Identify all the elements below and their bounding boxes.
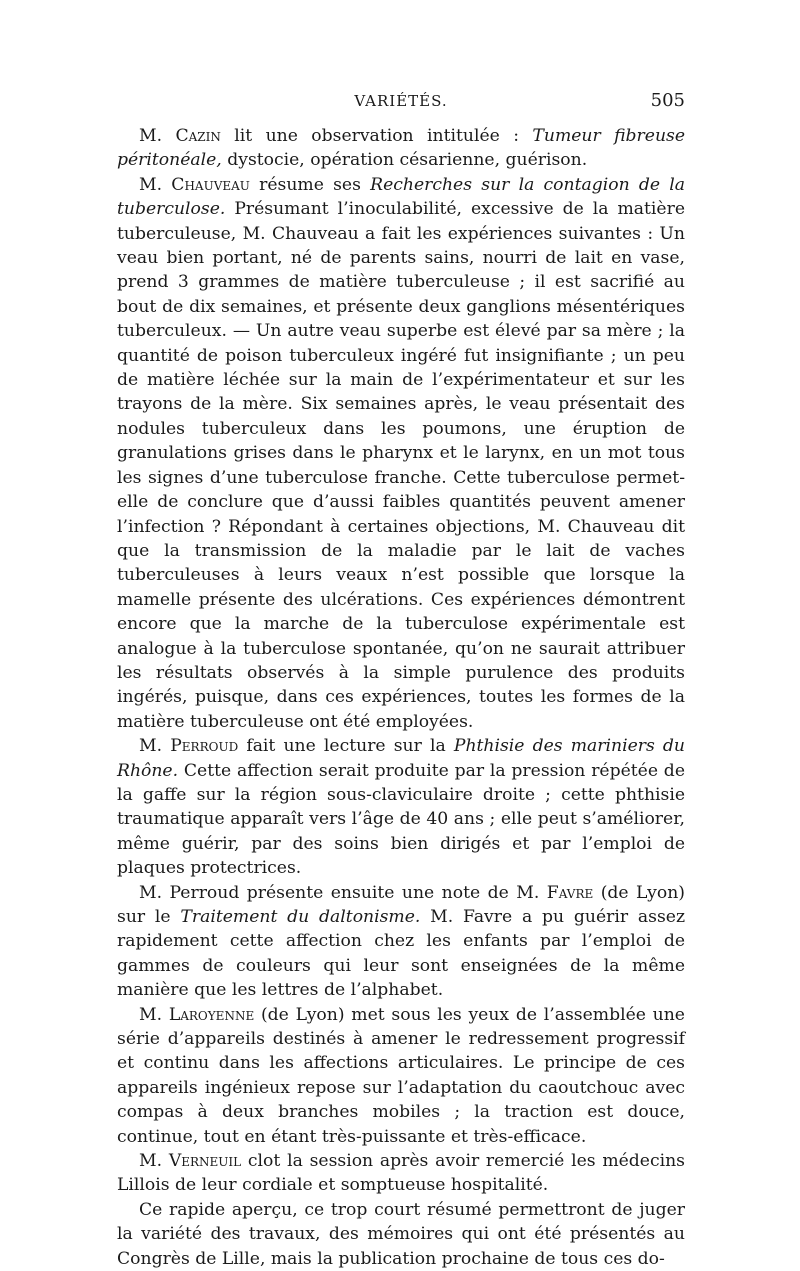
speaker-name: Cazin (175, 126, 221, 146)
paragraph-text: clot la session après avoir remercié les médecins Lillois de leur cordiale et somptueuse hospitalité. (117, 1151, 685, 1196)
paragraph-conclusion (117, 1198, 685, 1271)
speaker-name: Laroyenne (168, 1004, 255, 1025)
running-head: VARIÉTÉS. (354, 92, 448, 110)
speaker-name: Chauveau (171, 174, 250, 195)
paper-title: Recherches sur la contagion de la tuberculose. (117, 174, 686, 220)
paragraph-intro: M. (139, 174, 163, 195)
paragraph-text: résume ses (249, 174, 371, 195)
paragraph-intro: M. (139, 126, 163, 146)
paragraph-perroud (117, 734, 685, 880)
speaker-name: Perroud (170, 736, 239, 757)
paragraph-intro: M. (139, 1151, 163, 1172)
paragraph-text: Présumant l’inoculabilité, excessive de la matière tuberculeuse, M. Chauveau a fait les expériences suivantes : Un veau bien portant, né de parents sains, nourri de lait en vase, prend 3 grammes de matière tuberculeuse ; il est sacrifié au bout de dix semaines, et présente deux ganglions mésentériques tuberculeux. — Un autre veau superbe est élevé par sa mère ; la quantité de poison tuberculeux ingéré fut insignifiante ; un peu de matière léchée sur la main de l’expérimentateur et sur les trayons de la mère. Six semaines après, le veau présentait des nodules tuberculeux dans les poumons, une éruption de granulations grises dans le pharynx et le larynx, en un mot tous les signes d’une tuberculose franche. Cette tuberculose permet-elle de conclure que d’aussi faibles quantités peuvent amener l’infection ? Répondant à certaines objections, M. Chauveau dit que la transmission de la maladie par le lait de vaches tuberculeuses à leurs veaux n’est possible que lorsque la mamelle présente des ulcérations. Ces expériences démontrent encore que la marche de la tuberculose expérimentale est analogue à la tuberculose spontanée, qu’on ne saurait attribuer les résultats observés à la simple purulence des produits ingérés, puisque, dans ces expériences, toutes les formes de la matière tuberculeuse ont été employées. (117, 199, 685, 732)
paragraph-text: (de Lyon) sur le (117, 882, 685, 927)
paragraph-intro: M. (139, 736, 163, 757)
paragraph-text: Cette affection serait produite par la pression répétée de la gaffe sur la région sous-claviculaire droite ; cette phthisie traumatique apparaît vers l’âge de 40 ans ; elle peut s’améliorer, même guérir, par des soins bien dirigés et par l’emploi de plaques protectrices. (117, 760, 685, 879)
paragraph-text: lit une observation intitulée : (220, 126, 533, 146)
paragraph-cazin (117, 124, 685, 173)
page-number: 505 (650, 90, 685, 111)
paragraph-verneuil (117, 1149, 685, 1198)
paragraph-text: (de Lyon) met sous les yeux de l’assemblée une série d’appareils destinés à amener le redressement progressif et continu dans les affections articulaires. Le principe de ces appareils ingénieux repose sur l’adaptation du caoutchouc avec compas à deux branches mobiles ; la traction est douce, continue, tout en étant très-puissante et très-efficace. (117, 1004, 685, 1147)
speaker-name: Favre (546, 882, 594, 903)
paragraph-favre (117, 881, 685, 1003)
paragraph-text: Ce rapide aperçu, ce trop court résumé permettront de juger la variété des travaux, des mémoires qui ont été présentés au Congrès de Lille, mais la publication prochaine de tous ces do- (117, 1199, 685, 1269)
paragraph-text: fait une lecture sur la (238, 736, 454, 757)
paragraph-laroyenne (117, 1003, 685, 1149)
page-body (117, 124, 685, 1271)
paper-title: Phthisie des mariniers du Rhône. (117, 736, 685, 781)
paper-title: Tumeur fibreuse péritonéale, (117, 126, 686, 171)
paper-title: Traitement du daltonisme. (180, 907, 421, 927)
speaker-name: Verneuil (168, 1151, 242, 1172)
page-header (117, 92, 685, 116)
paragraph-intro: M. Perroud présente ensuite une note de M. (139, 882, 540, 903)
paragraph-text: dystocie, opération césarienne, guérison. (221, 150, 588, 171)
paragraph-text: M. Favre a pu guérir assez rapidement cette affection chez les enfants par l’emploi de gammes de couleurs qui leur sont enseignées de la même manière que les lettres de l’alphabet. (117, 907, 685, 1001)
paragraph-chauveau (117, 173, 685, 734)
paragraph-intro: M. (139, 1004, 163, 1025)
